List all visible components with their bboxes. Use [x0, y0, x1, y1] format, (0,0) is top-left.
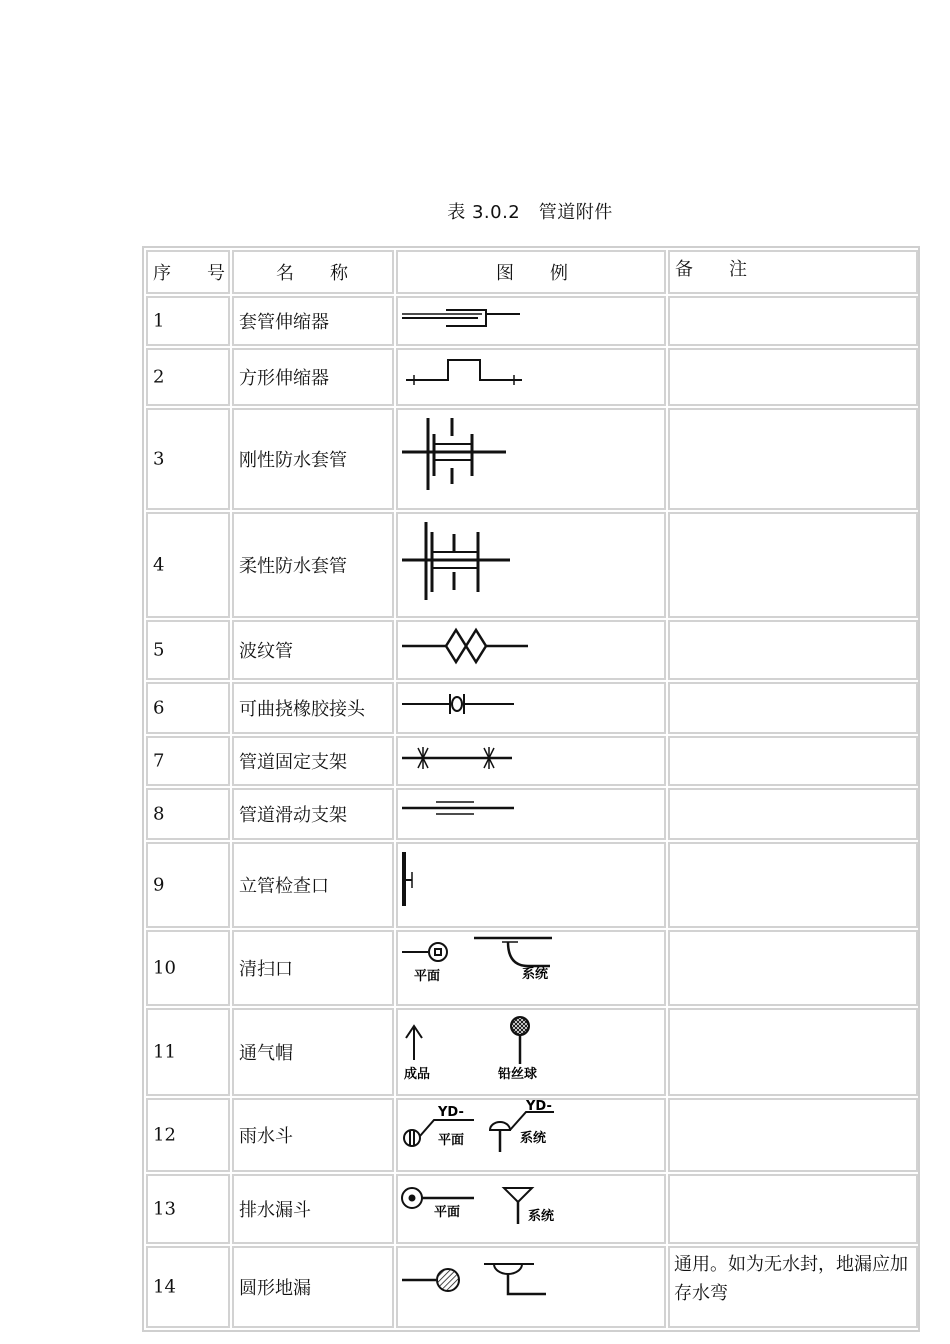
row-number: 11	[153, 1041, 176, 1063]
row-name: 排水漏斗	[239, 1200, 311, 1221]
table-row	[146, 512, 918, 618]
table-row	[146, 1246, 918, 1328]
row-name: 清扫口	[239, 959, 293, 980]
pipe-fittings-table	[142, 246, 920, 1332]
row-number: 5	[153, 639, 165, 661]
header-legend: 图 例	[396, 250, 666, 294]
row-number: 12	[153, 1124, 176, 1146]
plan-label: 平面	[414, 969, 441, 984]
row-name: 可曲挠橡胶接头	[239, 699, 365, 720]
row-name: 刚性防水套管	[239, 450, 347, 471]
cleanout-icon	[398, 932, 664, 1004]
row-name: 方形伸缩器	[239, 368, 329, 389]
row-number: 2	[153, 366, 165, 388]
vent-cap-icon	[398, 1010, 664, 1094]
table-row	[146, 348, 918, 406]
rain-hopper-icon	[398, 1100, 664, 1170]
fixed-pipe-support-icon	[398, 738, 664, 784]
row-number: 13	[153, 1198, 176, 1220]
row-name: 圆形地漏	[239, 1278, 311, 1299]
row-number: 1	[153, 310, 165, 332]
system-label: 系统	[520, 1131, 547, 1146]
riser-inspection-port-icon	[398, 844, 664, 926]
finished-label: 成品	[404, 1067, 431, 1082]
plan-label: 平面	[434, 1205, 461, 1220]
table-row	[146, 1174, 918, 1244]
corrugated-pipe-icon	[398, 622, 664, 678]
yd-label-plan: YD-	[438, 1105, 464, 1120]
table-row	[146, 930, 918, 1006]
table-title: 表 3.0.2 管道附件	[447, 202, 613, 223]
row-name: 立管检查口	[239, 876, 329, 897]
row-number: 14	[153, 1276, 176, 1298]
plan-label: 平面	[438, 1133, 465, 1148]
table-row	[146, 408, 918, 510]
table-row	[146, 1008, 918, 1096]
table-row	[146, 620, 918, 680]
row-number: 7	[153, 750, 165, 772]
header-name: 名 称	[232, 250, 394, 294]
system-label: 系统	[528, 1209, 555, 1224]
row-name: 柔性防水套管	[239, 556, 347, 577]
row-name: 管道滑动支架	[239, 805, 347, 826]
row-name: 波纹管	[239, 641, 293, 662]
table-row	[146, 682, 918, 734]
table-row	[146, 736, 918, 786]
row-number: 4	[153, 554, 165, 576]
yd-label-system: YD-	[526, 1100, 552, 1114]
system-label: 系统	[522, 967, 549, 982]
flexible-rubber-joint-icon	[398, 684, 664, 732]
row-name: 通气帽	[239, 1043, 293, 1064]
row-number: 8	[153, 803, 165, 825]
rigid-waterproof-sleeve-icon	[398, 410, 664, 508]
table-row	[146, 788, 918, 840]
table-row	[146, 842, 918, 928]
row-number: 9	[153, 874, 165, 896]
sliding-pipe-support-icon	[398, 790, 664, 838]
row-number: 10	[153, 957, 176, 979]
header-no: 序 号	[146, 250, 230, 294]
header-remark: 备 注	[668, 250, 918, 294]
row-remark: 通用。如为无水封，地漏应加存水弯	[674, 1254, 908, 1304]
row-number: 6	[153, 697, 165, 719]
flexible-waterproof-sleeve-icon	[398, 514, 664, 616]
wire-ball-label: 铅丝球	[498, 1067, 538, 1082]
table-header-row	[146, 250, 918, 294]
sleeve-expansion-joint-icon	[398, 298, 664, 344]
row-name: 管道固定支架	[239, 752, 347, 773]
table-row	[146, 296, 918, 346]
square-expansion-joint-icon	[398, 350, 664, 404]
row-name: 套管伸缩器	[239, 312, 329, 333]
drain-funnel-icon	[398, 1176, 664, 1242]
round-floor-drain-icon	[398, 1248, 664, 1326]
row-number: 3	[153, 448, 165, 470]
table-row	[146, 1098, 918, 1172]
row-name: 雨水斗	[239, 1126, 293, 1147]
